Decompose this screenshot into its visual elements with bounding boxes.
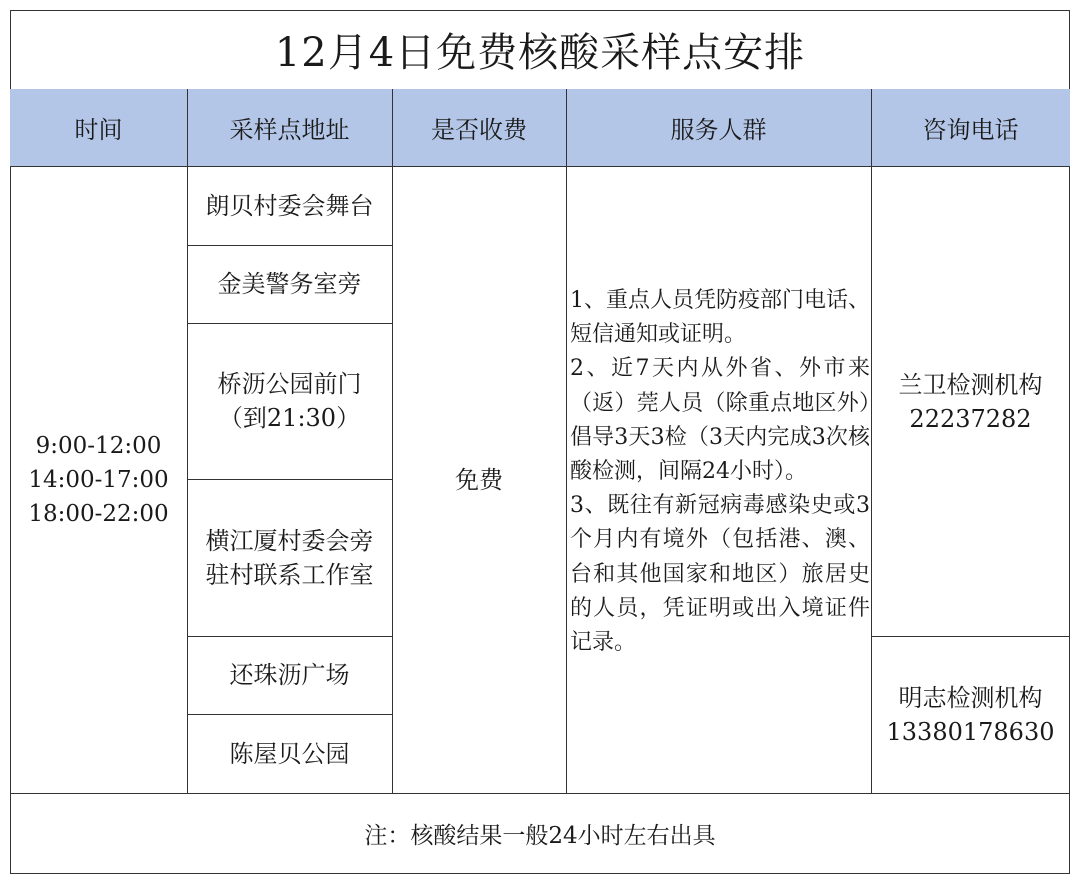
contact-org: 明志检测机构 bbox=[898, 683, 1043, 712]
contact-cell bbox=[871, 636, 1070, 793]
time-cell bbox=[10, 167, 187, 793]
contact-phone: 13380178630 bbox=[886, 717, 1055, 746]
service-item-2: 2、近7天内从外省、外市来（返）莞人员（除重点地区外）倡导3天3检（3天内完成3次核酸检测，间隔24小时）。 bbox=[570, 356, 870, 485]
site-cell bbox=[187, 245, 392, 323]
time-slot: 14:00-17:00 bbox=[28, 467, 169, 493]
time-slot: 9:00-12:00 bbox=[35, 433, 162, 459]
header-fee: 是否收费 bbox=[392, 89, 566, 167]
header-address: 采样点地址 bbox=[187, 89, 392, 167]
site-name: 朗贝村委会舞台 bbox=[205, 192, 374, 220]
service-item-1: 1、重点人员凭防疫部门电话、短信通知或证明。 bbox=[570, 288, 870, 348]
site-cell bbox=[187, 323, 392, 479]
page-title: 12月4日免费核酸采样点安排 bbox=[10, 10, 1070, 90]
site-cell bbox=[187, 167, 392, 245]
service-description bbox=[570, 284, 870, 660]
time-slot: 18:00-22:00 bbox=[28, 501, 169, 527]
site-name: 桥沥公园前门 bbox=[217, 370, 362, 398]
grid-line bbox=[566, 89, 567, 793]
footer-note: 注：核酸结果一般24小时左右出具 bbox=[364, 823, 716, 849]
site-name: 陈屋贝公园 bbox=[229, 739, 350, 768]
site-cell bbox=[187, 714, 392, 793]
fee-cell: 免费 bbox=[455, 466, 503, 494]
site-name: 横江厦村委会旁 bbox=[205, 526, 374, 555]
header-service: 服务人群 bbox=[566, 89, 871, 167]
contact-phone: 22237282 bbox=[909, 404, 1032, 433]
service-item-3: 3、既往有新冠病毒感染史或3个月内有境外（包括港、澳、台和其他国家和地区）旅居史的人员，凭证明或出入境证件记录。 bbox=[570, 493, 870, 656]
site-name-line2: 驻村联系工作室 bbox=[205, 560, 374, 589]
header-phone: 咨询电话 bbox=[871, 89, 1070, 167]
site-cell bbox=[187, 636, 392, 714]
contact-cell bbox=[871, 167, 1070, 636]
contact-org: 兰卫检测机构 bbox=[898, 370, 1043, 399]
site-name: 还珠沥广场 bbox=[229, 661, 350, 689]
site-hours-note: （到21:30） bbox=[218, 404, 361, 432]
site-cell bbox=[187, 479, 392, 636]
site-name: 金美警务室旁 bbox=[217, 270, 362, 298]
header-time: 时间 bbox=[10, 89, 187, 167]
